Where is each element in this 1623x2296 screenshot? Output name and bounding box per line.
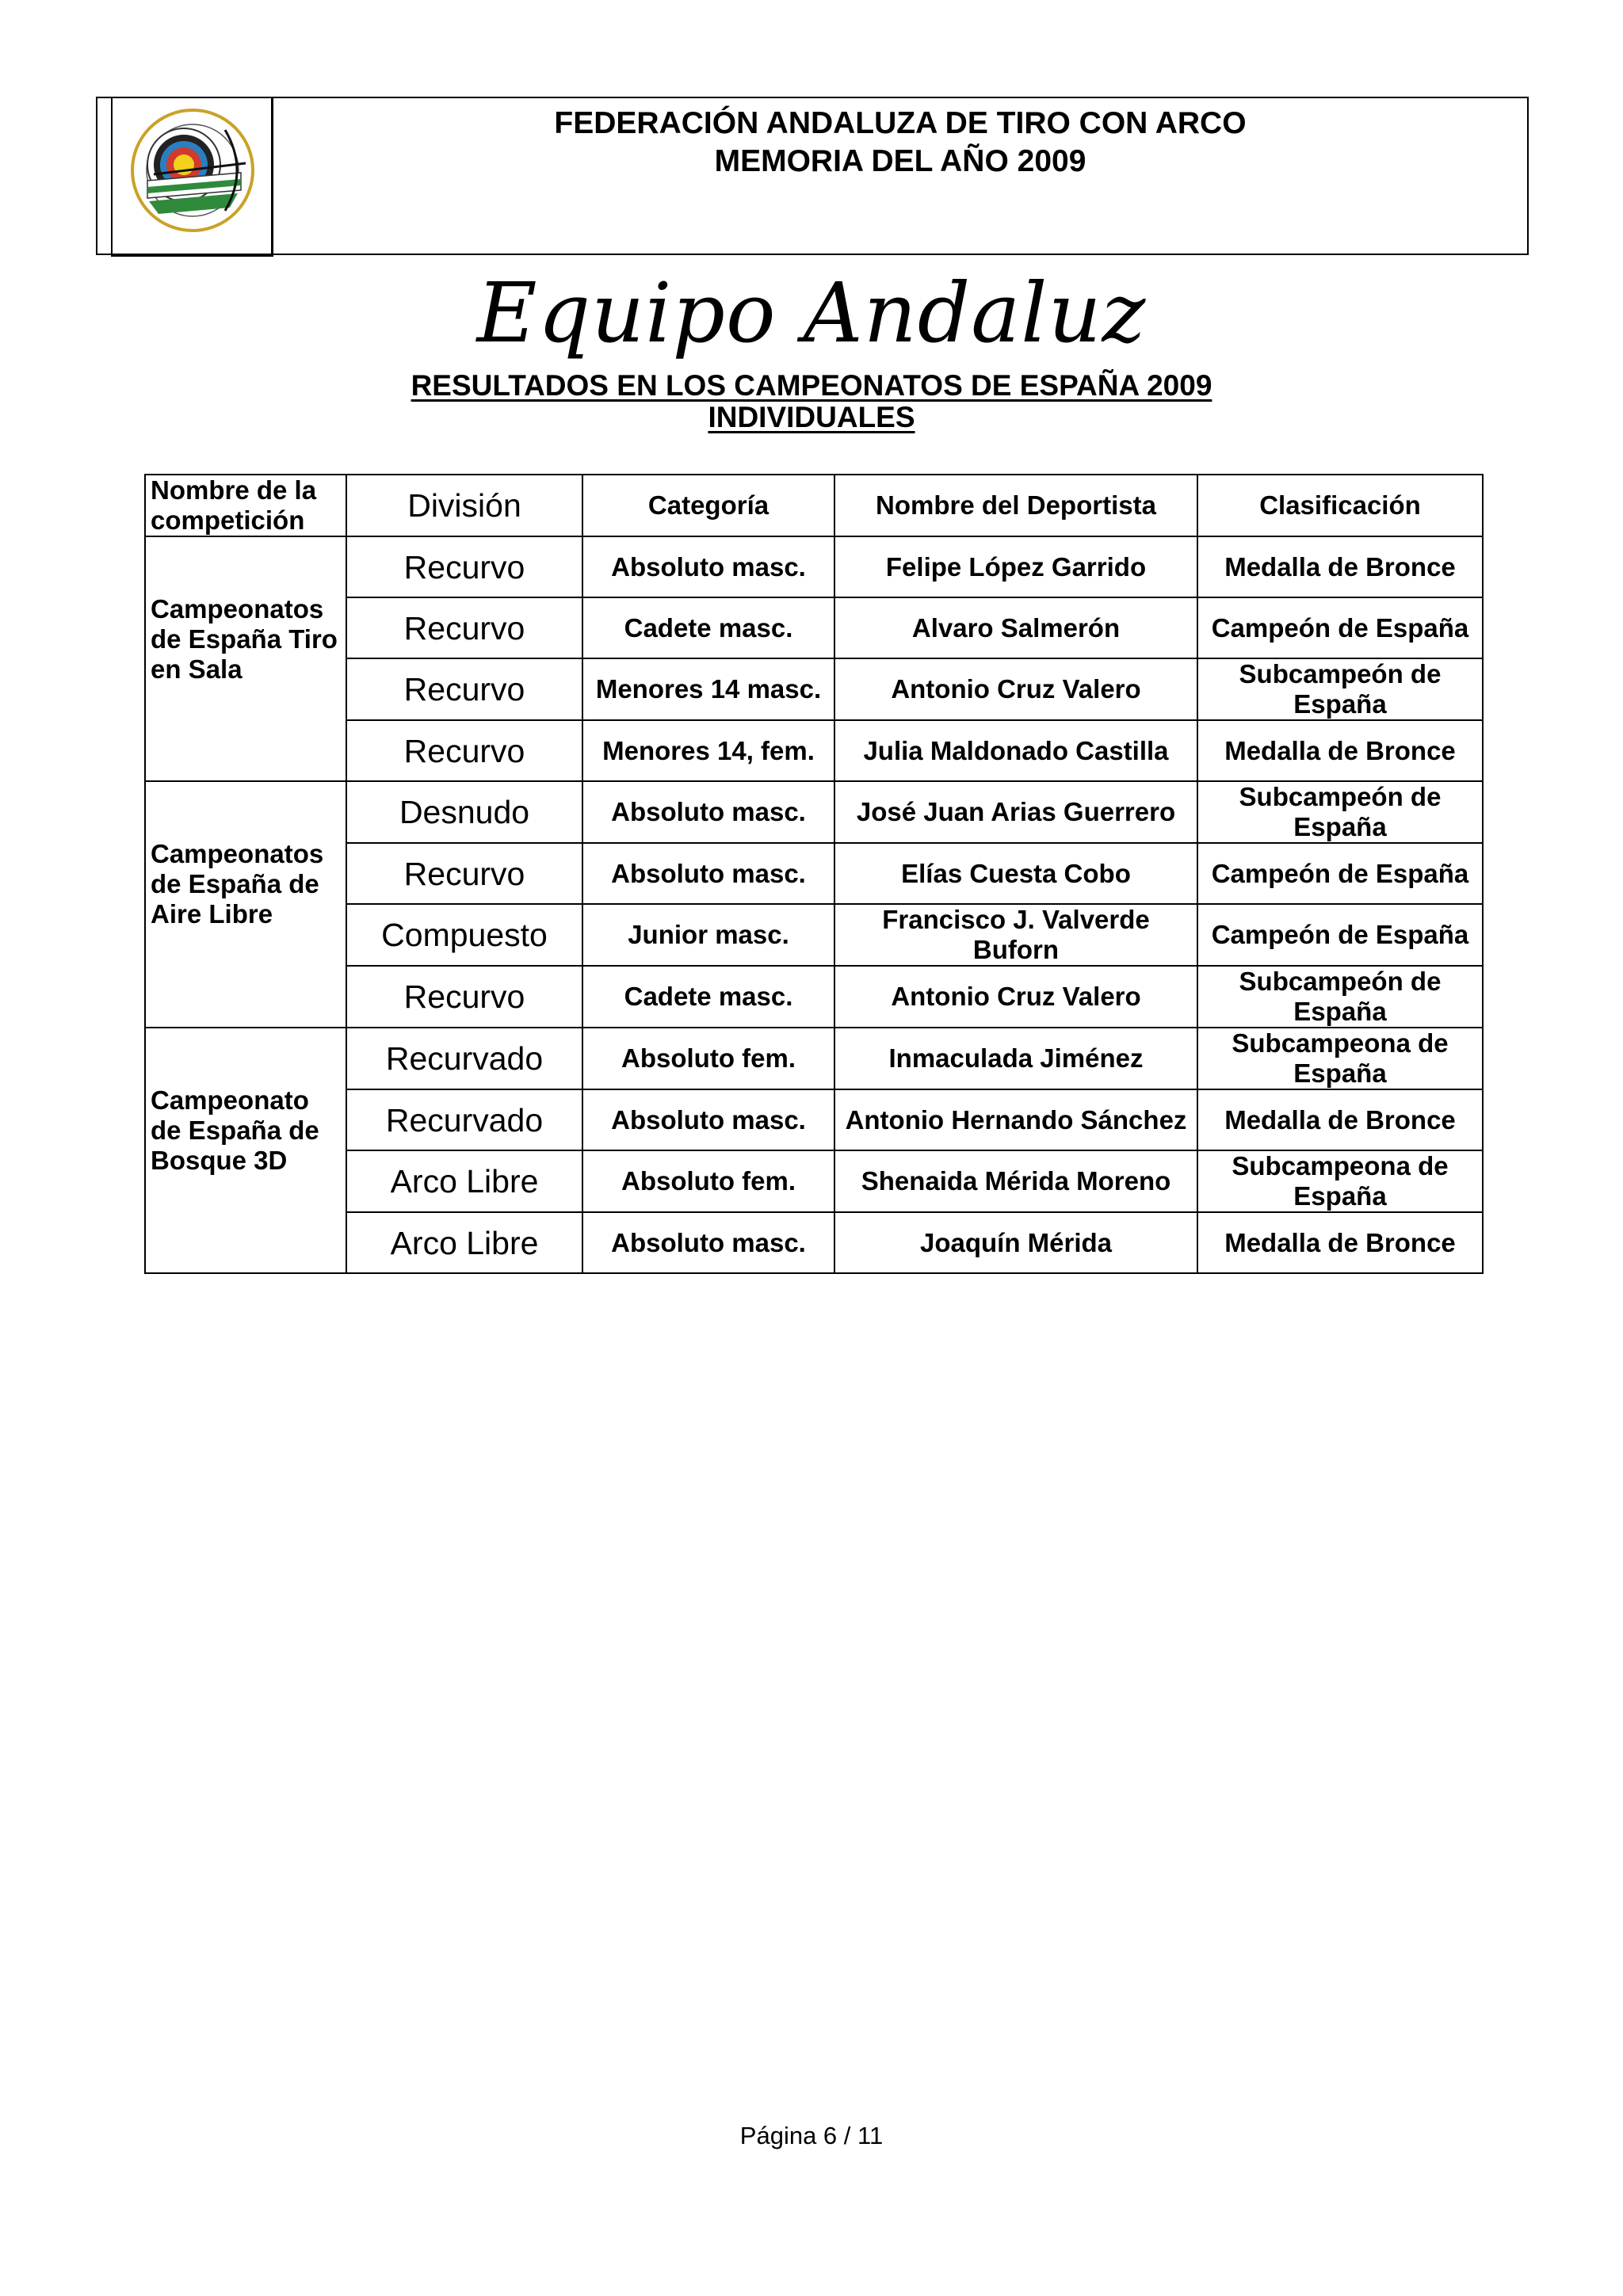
table-row: [145, 781, 1483, 843]
athlete-cell: Felipe López Garrido: [834, 536, 1197, 597]
division-cell: Recurvo: [346, 658, 582, 720]
header-box: [96, 97, 1529, 255]
classification-cell: Medalla de Bronce: [1197, 1089, 1483, 1150]
classification-cell: Campeón de España: [1197, 904, 1483, 966]
header-category: Categoría: [582, 475, 834, 536]
athlete-cell: Julia Maldonado Castilla: [834, 720, 1197, 781]
athlete-cell: Francisco J. Valverde Buforn: [834, 904, 1197, 966]
category-cell: Cadete masc.: [582, 966, 834, 1028]
athlete-cell: Antonio Cruz Valero: [834, 966, 1197, 1028]
classification-cell: Subcampeona de España: [1197, 1150, 1483, 1212]
competition-cell: Campeonatos de España de Aire Libre: [145, 781, 346, 1028]
page-number: Página 6 / 11: [739, 2122, 884, 2149]
classification-cell: Subcampeón de España: [1197, 966, 1483, 1028]
division-cell: Arco Libre: [346, 1150, 582, 1212]
classification-cell: Medalla de Bronce: [1197, 536, 1483, 597]
classification-cell: Subcampeón de España: [1197, 781, 1483, 843]
category-cell: Junior masc.: [582, 904, 834, 966]
division-cell: Desnudo: [346, 781, 582, 843]
competition-cell: Campeonatos de España Tiro en Sala: [145, 536, 346, 781]
table-row: [145, 1212, 1483, 1273]
athlete-cell: Inmaculada Jiménez: [834, 1028, 1197, 1089]
category-cell: Absoluto masc.: [582, 1089, 834, 1150]
competition-cell: Campeonato de España de Bosque 3D: [145, 1028, 346, 1273]
header-competition: Nombre de la competición: [145, 475, 346, 536]
table-row: [145, 966, 1483, 1028]
section-title: [0, 370, 1623, 433]
category-cell: Absoluto fem.: [582, 1028, 834, 1089]
division-cell: Recurvo: [346, 966, 582, 1028]
table-row: [145, 843, 1483, 904]
script-title: Equipo Andaluz: [476, 265, 1147, 361]
classification-cell: Medalla de Bronce: [1197, 720, 1483, 781]
classification-cell: Campeón de España: [1197, 597, 1483, 658]
category-cell: Cadete masc.: [582, 597, 834, 658]
division-cell: Recurvo: [346, 843, 582, 904]
table-row: [145, 658, 1483, 720]
header-line-memoria: MEMORIA DEL AÑO 2009: [714, 144, 1086, 178]
division-cell: Recurvo: [346, 536, 582, 597]
category-cell: Absoluto masc.: [582, 781, 834, 843]
logo-frame: [111, 97, 273, 257]
table-row: [145, 904, 1483, 966]
classification-cell: Subcampeón de España: [1197, 658, 1483, 720]
athlete-cell: José Juan Arias Guerrero: [834, 781, 1197, 843]
category-cell: Menores 14 masc.: [582, 658, 834, 720]
table-row: [145, 1028, 1483, 1089]
division-cell: Recurvado: [346, 1089, 582, 1150]
category-cell: Absoluto masc.: [582, 536, 834, 597]
division-cell: Recurvado: [346, 1028, 582, 1089]
table-header-row: [145, 475, 1483, 536]
athlete-cell: Alvaro Salmerón: [834, 597, 1197, 658]
table-row: [145, 597, 1483, 658]
header-classification: Clasificación: [1197, 475, 1483, 536]
category-cell: Absoluto masc.: [582, 1212, 834, 1273]
table-row: [145, 1089, 1483, 1150]
table-row: [145, 1150, 1483, 1212]
category-cell: Absoluto masc.: [582, 843, 834, 904]
section-title-line2: INDIVIDUALES: [708, 401, 915, 433]
category-cell: Absoluto fem.: [582, 1150, 834, 1212]
classification-cell: Subcampeona de España: [1197, 1028, 1483, 1089]
federation-logo-icon: [130, 108, 255, 233]
table-row: [145, 720, 1483, 781]
header-division: División: [346, 475, 582, 536]
section-title-line1: RESULTADOS EN LOS CAMPEONATOS DE ESPAÑA 2009: [411, 369, 1212, 402]
division-cell: Compuesto: [346, 904, 582, 966]
athlete-cell: Antonio Cruz Valero: [834, 658, 1197, 720]
header-line-federation: FEDERACIÓN ANDALUZA DE TIRO CON ARCO: [554, 106, 1247, 140]
division-cell: Recurvo: [346, 720, 582, 781]
header-title: [273, 105, 1527, 181]
athlete-cell: Elías Cuesta Cobo: [834, 843, 1197, 904]
classification-cell: Campeón de España: [1197, 843, 1483, 904]
division-cell: Arco Libre: [346, 1212, 582, 1273]
athlete-cell: Joaquín Mérida: [834, 1212, 1197, 1273]
category-cell: Menores 14, fem.: [582, 720, 834, 781]
division-cell: Recurvo: [346, 597, 582, 658]
header-athlete: Nombre del Deportista: [834, 475, 1197, 536]
table-row: [145, 536, 1483, 597]
athlete-cell: Antonio Hernando Sánchez: [834, 1089, 1197, 1150]
athlete-cell: Shenaida Mérida Moreno: [834, 1150, 1197, 1212]
classification-cell: Medalla de Bronce: [1197, 1212, 1483, 1273]
results-table: [144, 474, 1484, 1274]
